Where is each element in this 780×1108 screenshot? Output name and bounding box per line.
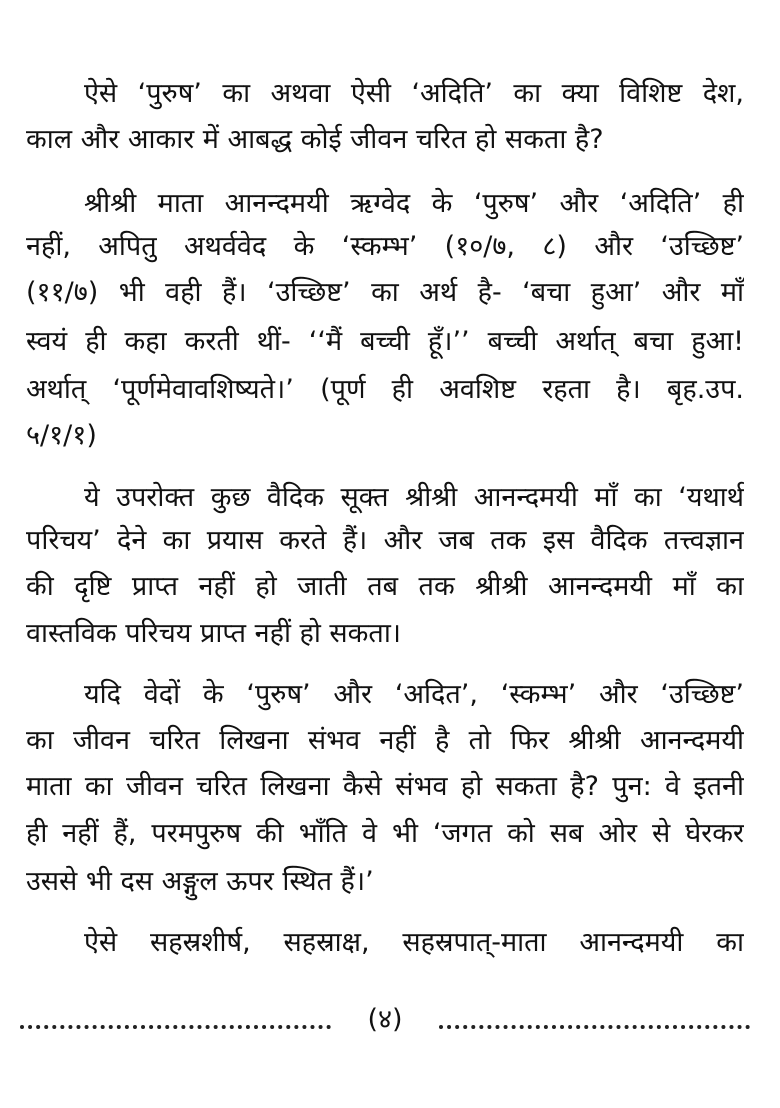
paragraph-4-line-3: माता का जीवन चरित लिखना कैसे संभव हो सकता है? पुन: वे इतनी	[26, 771, 744, 802]
paragraph-5-line-1: ऐसे सहस्रशीर्ष, सहस्राक्ष, सहस्रपात्-माता आनन्दमयी का	[84, 927, 744, 958]
paragraph-2-line-6: ५/१/१)	[26, 420, 97, 451]
paragraph-4-line-2: का जीवन चरित लिखना संभव नहीं है तो फिर श्रीश्री आनन्दमयी	[26, 725, 744, 756]
paragraph-2-line-2: नहीं, अपितु अथर्ववेद के ‘स्कम्भ’ (१०/७, ८) और ‘उच्छिष्ट’	[26, 231, 744, 262]
paragraph-1-line-1: ऐसे ‘पुरुष’ का अथवा ऐसी ‘अदिति’ का क्या विशिष्ट देश,	[84, 78, 744, 109]
paragraph-3-line-3: की दृष्टि प्राप्त नहीं हो जाती तब तक श्रीश्री आनन्दमयी माँ का	[26, 571, 744, 602]
paragraph-1-line-2: काल और आकार में आबद्ध कोई जीवन चरित हो सकता है?	[26, 124, 604, 155]
paragraph-3-line-1: ये उपरोक्त कुछ वैदिक सूक्त श्रीश्री आनन्दमयी माँ का ‘यथार्थ	[84, 482, 744, 513]
paragraph-4-line-4: ही नहीं हैं, परमपुरुष की भाँति वे भी ‘जगत को सब ओर से घेरकर	[26, 818, 744, 849]
page-footer	[20, 1000, 750, 1040]
paragraph-3-line-4: वास्तविक परिचय प्राप्त नहीं हो सकता।	[26, 618, 402, 649]
page-number: (४)	[367, 1004, 403, 1035]
dotted-rule-right	[439, 1025, 750, 1029]
paragraph-3-line-2: परिचय’ देने का प्रयास करते हैं। और जब तक इस वैदिक तत्त्वज्ञान	[26, 525, 744, 556]
paragraph-2-line-4: स्वयं ही कहा करती थीं- ‘‘मैं बच्ची हूँ।’’ बच्ची अर्थात् बचा हुआ!	[26, 326, 744, 357]
paragraph-4-line-5: उससे भी दस अङ्गुल ऊपर स्थित हैं।’	[26, 866, 374, 897]
dotted-rule-left	[20, 1025, 331, 1029]
paragraph-2-line-5: अर्थात् ‘पूर्णमेवावशिष्यते।’ (पूर्ण ही अवशिष्ट रहता है। बृह.उप.	[26, 374, 744, 405]
paragraph-4-line-1: यदि वेदों के ‘पुरुष’ और ‘अदित’, ‘स्कम्भ’ और ‘उच्छिष्ट’	[84, 679, 744, 710]
paragraph-2-line-1: श्रीश्री माता आनन्दमयी ऋग्वेद के ‘पुरुष’ और ‘अदिति’ ही	[84, 188, 744, 219]
paragraph-2-line-3: (११/७) भी वही हैं। ‘उच्छिष्ट’ का अर्थ है- ‘बचा हुआ’ और माँ	[26, 277, 744, 308]
